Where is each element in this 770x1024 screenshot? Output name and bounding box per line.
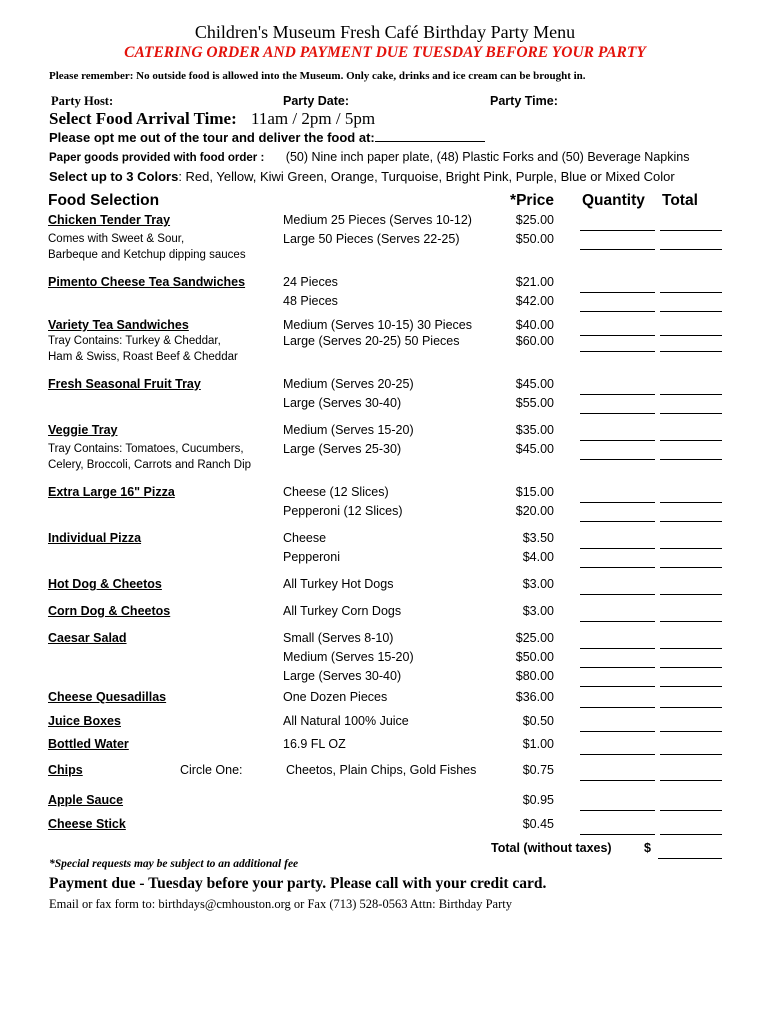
arrival-time-row: [49, 109, 375, 129]
menu-item-description: Tray Contains: Turkey & Cheddar,: [48, 335, 221, 347]
total-field[interactable]: [660, 795, 722, 811]
menu-price: $60.00: [515, 334, 554, 348]
menu-price: $15.00: [515, 485, 554, 499]
menu-price: $80.00: [515, 669, 554, 683]
quantity-field[interactable]: [580, 692, 655, 708]
contact-line: Email or fax form to: birthdays@cmhouston.org or Fax (713) 528-0563 Attn: Birthday Party: [49, 897, 512, 911]
quantity-field[interactable]: [580, 795, 655, 811]
special-requests-note: *Special requests may be subject to an additional fee: [49, 858, 299, 870]
menu-item-apple-sauce: Apple Sauce: [48, 793, 124, 807]
total-field[interactable]: [660, 579, 722, 595]
total-field[interactable]: [660, 533, 722, 549]
menu-option: Pepperoni: [283, 550, 340, 564]
menu-option: Large (Serves 30-40): [283, 396, 402, 410]
menu-item-juice-boxes: Juice Boxes: [48, 714, 121, 728]
total-field[interactable]: [660, 320, 722, 336]
payment-due-note: Payment due - Tuesday before your party. Please call with your credit card.: [49, 875, 547, 892]
quantity-field[interactable]: [580, 671, 655, 687]
optout-address-field[interactable]: [375, 129, 485, 142]
menu-item-variety-tea-sandwiches: Variety Tea Sandwiches: [48, 318, 189, 332]
menu-item-description: Celery, Broccoli, Carrots and Ranch Dip: [48, 459, 252, 471]
menu-option: 48 Pieces: [283, 294, 338, 308]
menu-item-cheese-stick: Cheese Stick: [48, 817, 126, 831]
quantity-field[interactable]: [580, 652, 655, 668]
menu-price: $35.00: [515, 423, 554, 437]
menu-option: Cheese: [283, 531, 327, 545]
total-field[interactable]: [660, 716, 722, 732]
quantity-field[interactable]: [580, 533, 655, 549]
quantity-field[interactable]: [580, 234, 655, 250]
quantity-field[interactable]: [580, 739, 655, 755]
catering-notice: CATERING ORDER AND PAYMENT DUE TUESDAY BEFORE YOUR PARTY: [124, 44, 646, 61]
menu-item-corn-dog-cheetos: Corn Dog & Cheetos: [48, 604, 171, 618]
total-field[interactable]: [660, 692, 722, 708]
total-field[interactable]: [660, 652, 722, 668]
menu-option: 16.9 FL OZ: [283, 737, 346, 751]
total-field[interactable]: [660, 398, 722, 414]
quantity-header: Quantity: [582, 192, 645, 209]
circle-one-label: Circle One:: [180, 763, 243, 777]
total-field[interactable]: [660, 633, 722, 649]
menu-item-extra-large-pizza: Extra Large 16" Pizza: [48, 485, 175, 499]
menu-price: $3.50: [522, 531, 554, 545]
menu-option: Medium (Serves 20-25): [283, 377, 414, 391]
menu-price: $20.00: [515, 504, 554, 518]
arrival-time-options[interactable]: 11am / 2pm / 5pm: [251, 109, 376, 128]
optout-label: Please opt me out of the tour and deliver the food at:: [49, 130, 375, 145]
page-title: Children's Museum Fresh Café Birthday Party Menu: [194, 22, 576, 42]
menu-item-description: Barbeque and Ketchup dipping sauces: [48, 249, 246, 261]
remember-notice: Please remember: No outside food is allowed into the Museum. Only cake, drinks and ice cream can be brought in.: [49, 70, 586, 82]
menu-item-caesar-salad: Caesar Salad: [48, 631, 127, 645]
menu-price: $3.00: [522, 577, 554, 591]
total-field[interactable]: [660, 379, 722, 395]
total-field[interactable]: [660, 506, 722, 522]
menu-price: $1.00: [522, 737, 554, 751]
menu-option: Medium (Serves 15-20): [283, 650, 414, 664]
quantity-field[interactable]: [580, 487, 655, 503]
total-field[interactable]: [660, 277, 722, 293]
menu-option: Pepperoni (12 Slices): [283, 504, 403, 518]
quantity-field[interactable]: [580, 506, 655, 522]
quantity-field[interactable]: [580, 552, 655, 568]
total-field[interactable]: [660, 234, 722, 250]
paper-goods-value: (50) Nine inch paper plate, (48) Plastic Forks and (50) Beverage Napkins: [285, 150, 690, 164]
menu-item-veggie-tray: Veggie Tray: [48, 423, 118, 437]
menu-item-description: Comes with Sweet & Sour,: [48, 233, 185, 245]
menu-item-pimento-cheese-tea-sandwiches: Pimento Cheese Tea Sandwiches: [48, 275, 246, 289]
quantity-field[interactable]: [580, 716, 655, 732]
menu-item-cheese-quesadillas: Cheese Quesadillas: [48, 690, 167, 704]
menu-option: Small (Serves 8-10): [283, 631, 394, 645]
party-host-label: Party Host:: [51, 94, 114, 108]
menu-option: Large (Serves 30-40): [283, 669, 402, 683]
quantity-field[interactable]: [580, 277, 655, 293]
menu-option: Cheese (12 Slices): [283, 485, 389, 499]
colors-row: [49, 169, 675, 184]
colors-value: : Red, Yellow, Kiwi Green, Orange, Turquoise, Bright Pink, Purple, Blue or Mixed Color: [178, 169, 675, 184]
total-field[interactable]: [660, 444, 722, 460]
quantity-field[interactable]: [580, 296, 655, 312]
quantity-field[interactable]: [580, 606, 655, 622]
price-header: *Price: [510, 192, 554, 209]
quantity-field[interactable]: [580, 320, 655, 336]
menu-option: All Turkey Corn Dogs: [283, 604, 402, 618]
menu-price: $0.45: [522, 817, 554, 831]
menu-option: All Turkey Hot Dogs: [283, 577, 394, 591]
menu-item-bottled-water: Bottled Water: [48, 737, 129, 751]
menu-option: Large (Serves 20-25) 50 Pieces: [283, 334, 460, 348]
currency-symbol: $: [644, 841, 651, 855]
menu-option: One Dozen Pieces: [283, 690, 388, 704]
menu-item-description: Ham & Swiss, Roast Beef & Cheddar: [48, 351, 238, 363]
quantity-field[interactable]: [580, 765, 655, 781]
arrival-time-label: Select Food Arrival Time:: [49, 109, 237, 128]
menu-price: $4.00: [522, 550, 554, 564]
quantity-field[interactable]: [580, 398, 655, 414]
party-time-label: Party Time:: [490, 94, 558, 108]
menu-price: $36.00: [515, 690, 554, 704]
optout-row: [49, 129, 485, 145]
menu-option: 24 Pieces: [283, 275, 338, 289]
menu-price: $21.00: [515, 275, 554, 289]
menu-item-chips: Chips: [48, 763, 83, 777]
total-field[interactable]: [660, 296, 722, 312]
menu-item-description: Tray Contains: Tomatoes, Cucumbers,: [48, 443, 244, 455]
quantity-field[interactable]: [580, 444, 655, 460]
total-without-taxes-label: Total (without taxes): [491, 841, 612, 855]
colors-label: Select up to 3 Colors: [49, 169, 179, 184]
total-field[interactable]: [660, 487, 722, 503]
menu-price: $25.00: [515, 213, 554, 227]
total-field[interactable]: [660, 552, 722, 568]
menu-price: $0.95: [522, 793, 554, 807]
quantity-field[interactable]: [580, 579, 655, 595]
quantity-field[interactable]: [580, 336, 655, 352]
quantity-field[interactable]: [580, 425, 655, 441]
paper-goods-label: Paper goods provided with food order :: [49, 152, 265, 164]
menu-price: $25.00: [515, 631, 554, 645]
menu-item-fresh-seasonal-fruit-tray: Fresh Seasonal Fruit Tray: [48, 377, 201, 391]
total-field[interactable]: [660, 336, 722, 352]
menu-price: $0.75: [522, 763, 554, 777]
menu-price: $0.50: [522, 714, 554, 728]
total-field[interactable]: [660, 739, 722, 755]
menu-price: $45.00: [515, 442, 554, 456]
quantity-field[interactable]: [580, 633, 655, 649]
total-field[interactable]: [660, 819, 722, 835]
total-field[interactable]: [660, 215, 722, 231]
total-header: Total: [662, 192, 698, 209]
menu-price: $45.00: [515, 377, 554, 391]
party-date-label: Party Date:: [283, 94, 349, 108]
quantity-field[interactable]: [580, 819, 655, 835]
quantity-field[interactable]: [580, 215, 655, 231]
total-field[interactable]: [660, 765, 722, 781]
total-field[interactable]: [660, 671, 722, 687]
paper-goods-row: [49, 150, 689, 164]
total-field[interactable]: [660, 606, 722, 622]
menu-option: All Natural 100% Juice: [283, 714, 409, 728]
food-selection-header: Food Selection: [48, 192, 160, 209]
menu-price: $50.00: [515, 650, 554, 664]
quantity-field[interactable]: [580, 379, 655, 395]
menu-price: $50.00: [515, 232, 554, 246]
menu-option: Medium (Serves 15-20): [283, 423, 414, 437]
menu-option: Medium (Serves 10-15) 30 Pieces: [283, 318, 472, 332]
total-field[interactable]: [660, 425, 722, 441]
menu-option: Large 50 Pieces (Serves 22-25): [283, 232, 460, 246]
grand-total-field[interactable]: [658, 843, 722, 859]
menu-price: $3.00: [522, 604, 554, 618]
menu-option: Large (Serves 25-30): [283, 442, 402, 456]
chips-options[interactable]: Cheetos, Plain Chips, Gold Fishes: [286, 763, 477, 777]
menu-price: $40.00: [515, 318, 554, 332]
menu-price: $42.00: [515, 294, 554, 308]
menu-item-hot-dog-cheetos: Hot Dog & Cheetos: [48, 577, 162, 591]
menu-item-chicken-tender-tray: Chicken Tender Tray: [48, 213, 171, 227]
menu-item-individual-pizza: Individual Pizza: [48, 531, 142, 545]
menu-option: Medium 25 Pieces (Serves 10-12): [283, 213, 472, 227]
menu-price: $55.00: [515, 396, 554, 410]
